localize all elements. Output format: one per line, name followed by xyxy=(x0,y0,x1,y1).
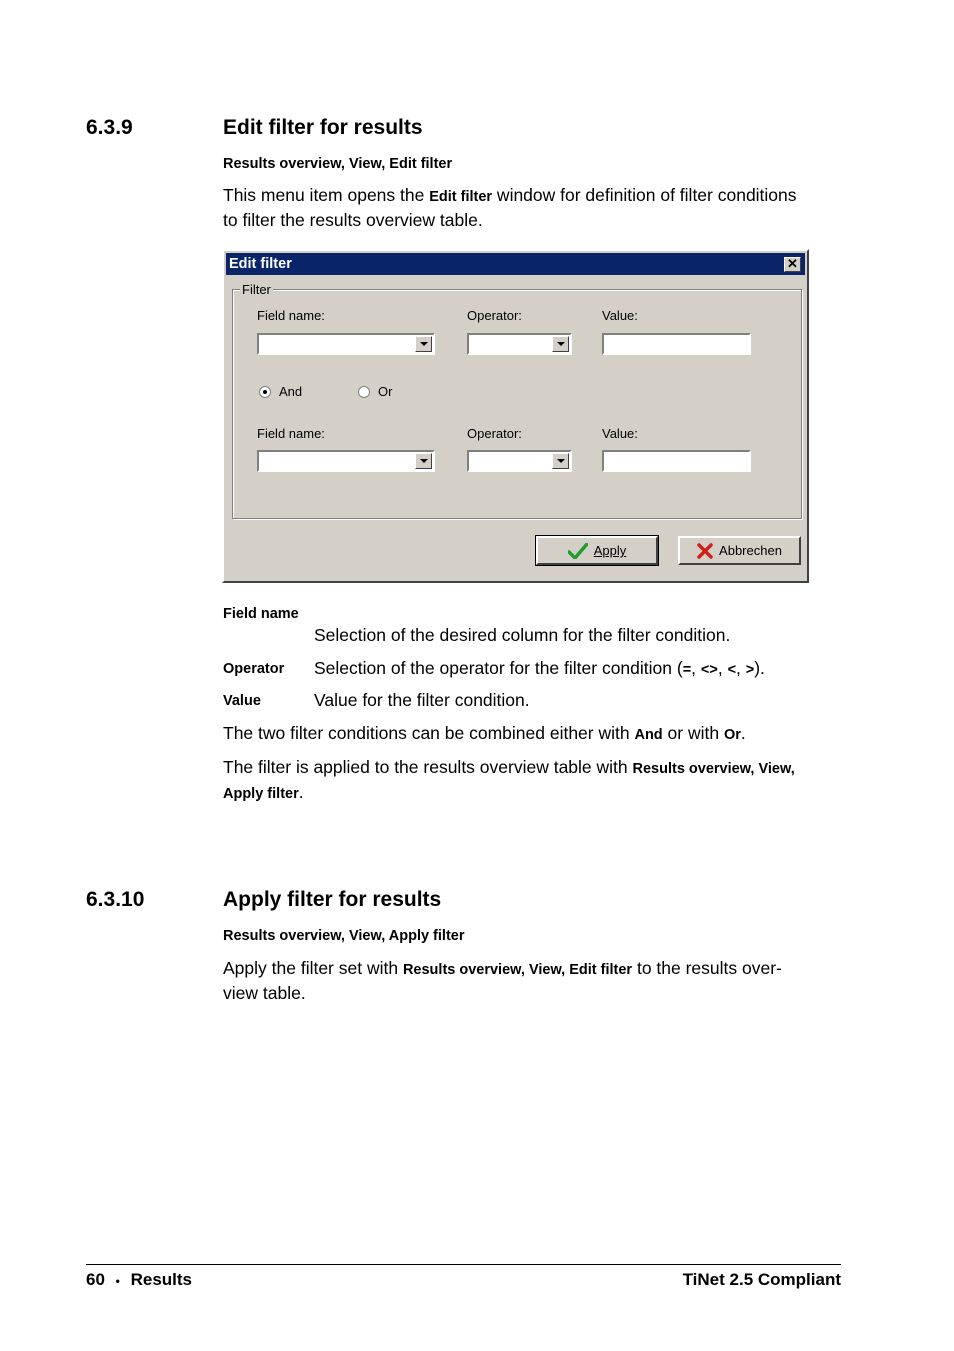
or-bold: Or xyxy=(723,727,741,743)
operator-combo-1[interactable] xyxy=(467,333,572,355)
chevron-down-icon[interactable] xyxy=(415,453,432,469)
chevron-down-icon[interactable] xyxy=(552,336,569,352)
value-label-2: Value: xyxy=(602,426,638,441)
section-title-2: Apply filter for results xyxy=(223,888,442,911)
applied-paragraph: The filter is applied to the results overview table with Results overview, View, Apply filter. xyxy=(223,757,795,802)
cancel-button-label: Abbrechen xyxy=(719,543,782,558)
checkmark-icon xyxy=(568,543,588,559)
operator-combo-2[interactable] xyxy=(467,450,572,472)
intro-text: This menu item opens the xyxy=(223,185,430,205)
and-radio-label[interactable]: And xyxy=(279,384,303,399)
op-greater: > xyxy=(745,662,755,678)
intro-paragraph xyxy=(223,184,848,232)
term-field-name: Field name xyxy=(223,606,299,622)
section-number-2: 6.3.10 xyxy=(86,888,145,911)
operator-label-1: Operator: xyxy=(467,308,522,323)
desc-field-name: Selection of the desired column for the filter condition. xyxy=(314,625,731,645)
dialog-titlebar xyxy=(226,253,805,275)
intro-bold: Edit filter xyxy=(429,189,493,205)
field-name-label-1: Field name: xyxy=(257,308,325,323)
menu-path: Results overview, View, Edit filter xyxy=(223,156,453,172)
apply-paragraph: Apply the filter set with Results overview, View, Edit filter to the results over- view table. xyxy=(223,958,782,1003)
field-name-combo-1[interactable] xyxy=(257,333,435,355)
and-radio[interactable] xyxy=(259,386,271,398)
page-number: 60 xyxy=(86,1270,105,1289)
edit-filter-dialog xyxy=(222,249,809,583)
red-x-icon xyxy=(697,543,713,559)
op-not-equal: <> xyxy=(700,662,718,678)
apply-bold-path: Results overview, View, Edit filter xyxy=(402,962,633,978)
or-radio-label[interactable]: Or xyxy=(378,384,393,399)
close-icon[interactable]: ✕ xyxy=(784,257,801,272)
combine-paragraph: The two filter conditions can be combined either with And or with Or. xyxy=(223,723,746,743)
desc-operator-text: Selection of the operator for the filter condition ( xyxy=(314,658,683,678)
footer-product: TiNet 2.5 Compliant xyxy=(682,1270,841,1289)
applied-bold-path: Results overview, View, xyxy=(632,761,795,777)
filter-group-label: Filter xyxy=(242,282,271,297)
footer-chapter: Results xyxy=(130,1270,193,1289)
value-input-2[interactable] xyxy=(602,450,751,472)
cancel-button[interactable] xyxy=(678,536,801,565)
and-bold: And xyxy=(634,727,663,743)
term-operator: Operator xyxy=(223,661,285,677)
or-radio[interactable] xyxy=(358,386,370,398)
op-less: < xyxy=(727,662,737,678)
menu-path-2: Results overview, View, Apply filter xyxy=(223,928,465,944)
value-label-1: Value: xyxy=(602,308,638,323)
chevron-down-icon[interactable] xyxy=(552,453,569,469)
field-name-label-2: Field name: xyxy=(257,426,325,441)
dialog-title: Edit filter xyxy=(229,256,292,272)
desc-operator: Selection of the operator for the filter condition (=, <>, <, >). xyxy=(314,658,765,678)
intro-text-cont: window for definition of filter conditions xyxy=(492,185,797,205)
apply-button[interactable] xyxy=(536,536,658,565)
value-input-1[interactable] xyxy=(602,333,751,355)
filter-groupbox xyxy=(232,289,802,519)
apply-button-label: Apply xyxy=(593,543,627,558)
desc-value: Value for the filter condition. xyxy=(314,690,530,710)
footer-rule xyxy=(86,1264,841,1265)
field-name-combo-2[interactable] xyxy=(257,450,435,472)
desc-operator-end: ). xyxy=(754,658,765,678)
term-value: Value xyxy=(223,693,261,709)
operator-label-2: Operator: xyxy=(467,426,522,441)
footer-left xyxy=(86,1270,192,1290)
chevron-down-icon[interactable] xyxy=(415,336,432,352)
section-number: 6.3.9 xyxy=(86,116,133,139)
applied-bold-path-cont: Apply filter xyxy=(223,786,299,802)
section-title: Edit filter for results xyxy=(223,116,423,139)
footer-bullet: • xyxy=(115,1274,120,1288)
intro-text-line2: to filter the results overview table. xyxy=(223,210,483,230)
op-equals: = xyxy=(682,662,692,678)
